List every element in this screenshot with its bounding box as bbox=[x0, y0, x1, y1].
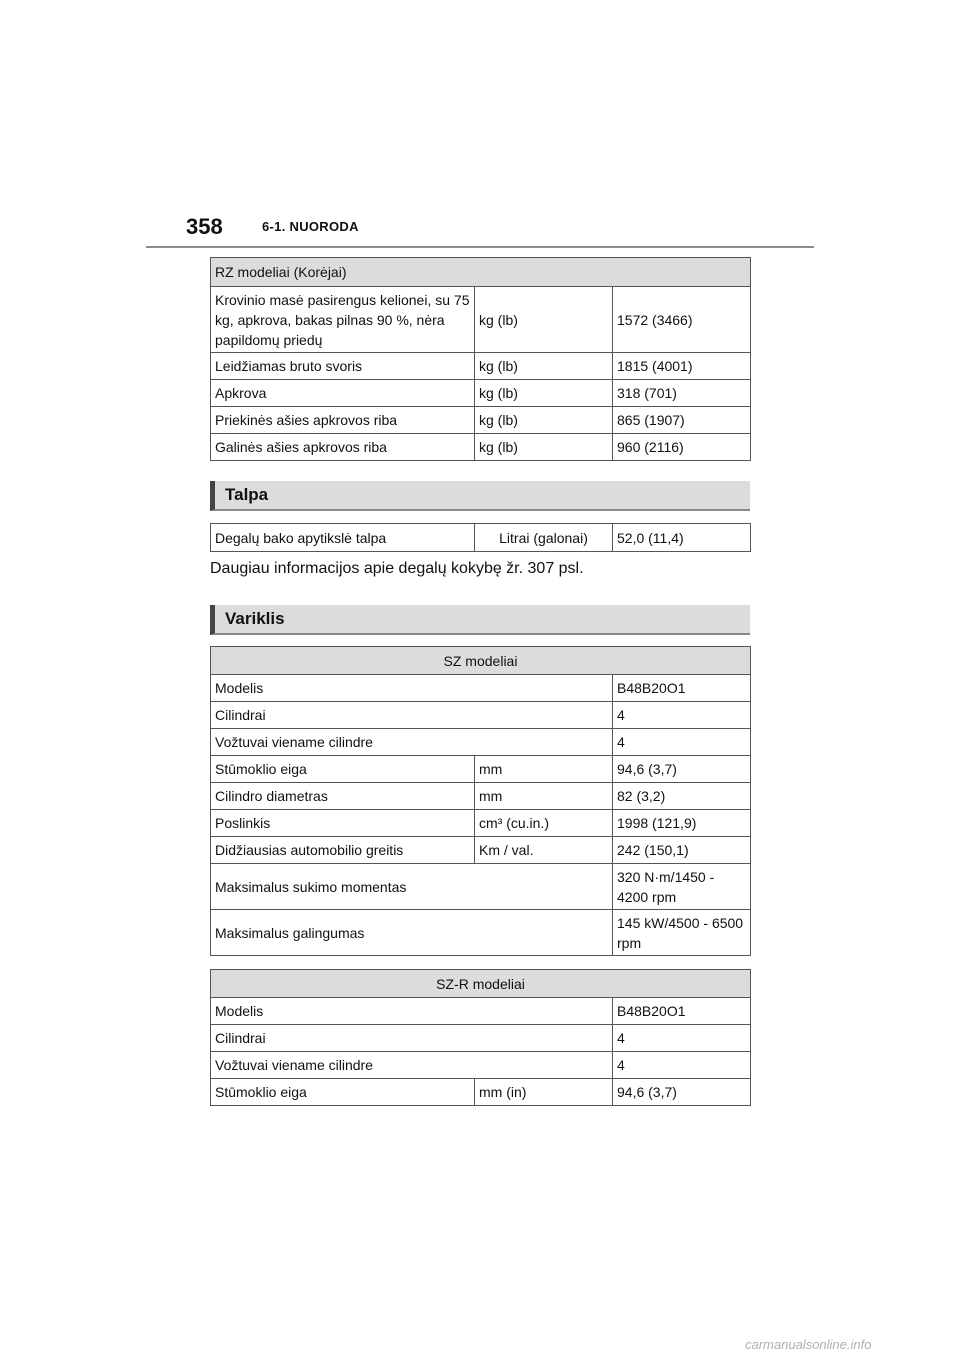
unit-cell: mm (in) bbox=[475, 1079, 613, 1106]
table-row bbox=[211, 353, 751, 380]
value-cell: 960 (2116) bbox=[613, 434, 751, 461]
value-cell: 1998 (121,9) bbox=[613, 810, 751, 837]
table-row bbox=[211, 1079, 751, 1106]
value-cell: 318 (701) bbox=[613, 380, 751, 407]
table-row bbox=[211, 287, 751, 353]
value-cell: 82 (3,2) bbox=[613, 783, 751, 810]
footer-watermark[interactable]: carmanualsonline.info bbox=[745, 1337, 872, 1352]
unit-cell: Litrai (galonai) bbox=[475, 524, 613, 552]
param-cell: Galinės ašies apkrovos riba bbox=[211, 434, 475, 461]
param-cell: Cilindro diametras bbox=[211, 783, 475, 810]
table-row bbox=[211, 910, 751, 956]
table-row bbox=[211, 1025, 751, 1052]
unit-cell: mm bbox=[475, 783, 613, 810]
param-cell: Degalų bako apytikslė talpa bbox=[211, 524, 475, 552]
unit-cell: mm bbox=[475, 756, 613, 783]
value-cell: B48B20O1 bbox=[613, 675, 751, 702]
param-cell: Didžiausias automobilio greitis bbox=[211, 837, 475, 864]
table-title: SZ-R modeliai bbox=[211, 970, 751, 998]
value-cell: 145 kW/4500 - 6500 rpm bbox=[613, 910, 751, 956]
table-row bbox=[211, 434, 751, 461]
param-cell: Krovinio masė pasirengus kelionei, su 75 kg, apkrova, bakas pilnas 90 %, nėra papildomų priedų bbox=[211, 287, 475, 353]
page-number: 358 bbox=[186, 214, 223, 239]
table-title-row bbox=[211, 970, 751, 998]
value-cell: 320 N·m/1450 - 4200 rpm bbox=[613, 864, 751, 910]
value-cell: 4 bbox=[613, 1052, 751, 1079]
value-cell: 1572 (3466) bbox=[613, 287, 751, 353]
sz-spec-table bbox=[210, 646, 751, 956]
param-cell: Maksimalus galingumas bbox=[211, 910, 613, 956]
table-row bbox=[211, 810, 751, 837]
param-cell: Leidžiamas bruto svoris bbox=[211, 353, 475, 380]
unit-cell: kg (lb) bbox=[475, 353, 613, 380]
unit-cell: Km / val. bbox=[475, 837, 613, 864]
rz-spec-table bbox=[210, 257, 751, 461]
table-row bbox=[211, 1052, 751, 1079]
fuel-quality-note: Daugiau informacijos apie degalų kokybę žr. 307 psl. bbox=[210, 560, 584, 577]
value-cell: 242 (150,1) bbox=[613, 837, 751, 864]
value-cell: B48B20O1 bbox=[613, 998, 751, 1025]
table-title-row bbox=[211, 258, 751, 287]
param-cell: Vožtuvai viename cilindre bbox=[211, 729, 613, 756]
param-cell: Apkrova bbox=[211, 380, 475, 407]
szr-spec-table bbox=[210, 969, 751, 1106]
table-row bbox=[211, 729, 751, 756]
value-cell: 94,6 (3,7) bbox=[613, 756, 751, 783]
table-row bbox=[211, 837, 751, 864]
param-cell: Maksimalus sukimo momentas bbox=[211, 864, 613, 910]
param-cell: Stūmoklio eiga bbox=[211, 756, 475, 783]
table-row bbox=[211, 783, 751, 810]
value-cell: 52,0 (11,4) bbox=[613, 524, 751, 552]
talpa-heading-bar bbox=[210, 481, 750, 511]
variklis-heading: Variklis bbox=[225, 609, 285, 628]
param-cell: Cilindrai bbox=[211, 702, 613, 729]
table-row bbox=[211, 702, 751, 729]
param-cell: Cilindrai bbox=[211, 1025, 613, 1052]
value-cell: 4 bbox=[613, 729, 751, 756]
unit-cell: kg (lb) bbox=[475, 434, 613, 461]
unit-cell: cm³ (cu.in.) bbox=[475, 810, 613, 837]
talpa-table bbox=[210, 523, 751, 552]
value-cell: 1815 (4001) bbox=[613, 353, 751, 380]
table-row bbox=[211, 998, 751, 1025]
param-cell: Modelis bbox=[211, 675, 613, 702]
param-cell: Priekinės ašies apkrovos riba bbox=[211, 407, 475, 434]
table-title-row bbox=[211, 647, 751, 675]
param-cell: Poslinkis bbox=[211, 810, 475, 837]
table-row bbox=[211, 407, 751, 434]
table-row bbox=[211, 524, 751, 552]
value-cell: 4 bbox=[613, 702, 751, 729]
value-cell: 865 (1907) bbox=[613, 407, 751, 434]
talpa-heading: Talpa bbox=[225, 485, 269, 504]
table-row bbox=[211, 756, 751, 783]
value-cell: 94,6 (3,7) bbox=[613, 1079, 751, 1106]
param-cell: Vožtuvai viename cilindre bbox=[211, 1052, 613, 1079]
table-title: SZ modeliai bbox=[211, 647, 751, 675]
table-title: RZ modeliai (Korėjai) bbox=[211, 258, 751, 287]
variklis-heading-bar bbox=[210, 605, 750, 635]
table-row bbox=[211, 380, 751, 407]
table-row bbox=[211, 675, 751, 702]
section-title: 6-1. NUORODA bbox=[262, 219, 359, 234]
value-cell: 4 bbox=[613, 1025, 751, 1052]
unit-cell: kg (lb) bbox=[475, 407, 613, 434]
page-header bbox=[146, 0, 814, 248]
table-row bbox=[211, 864, 751, 910]
unit-cell: kg (lb) bbox=[475, 380, 613, 407]
param-cell: Modelis bbox=[211, 998, 613, 1025]
param-cell: Stūmoklio eiga bbox=[211, 1079, 475, 1106]
unit-cell: kg (lb) bbox=[475, 287, 613, 353]
